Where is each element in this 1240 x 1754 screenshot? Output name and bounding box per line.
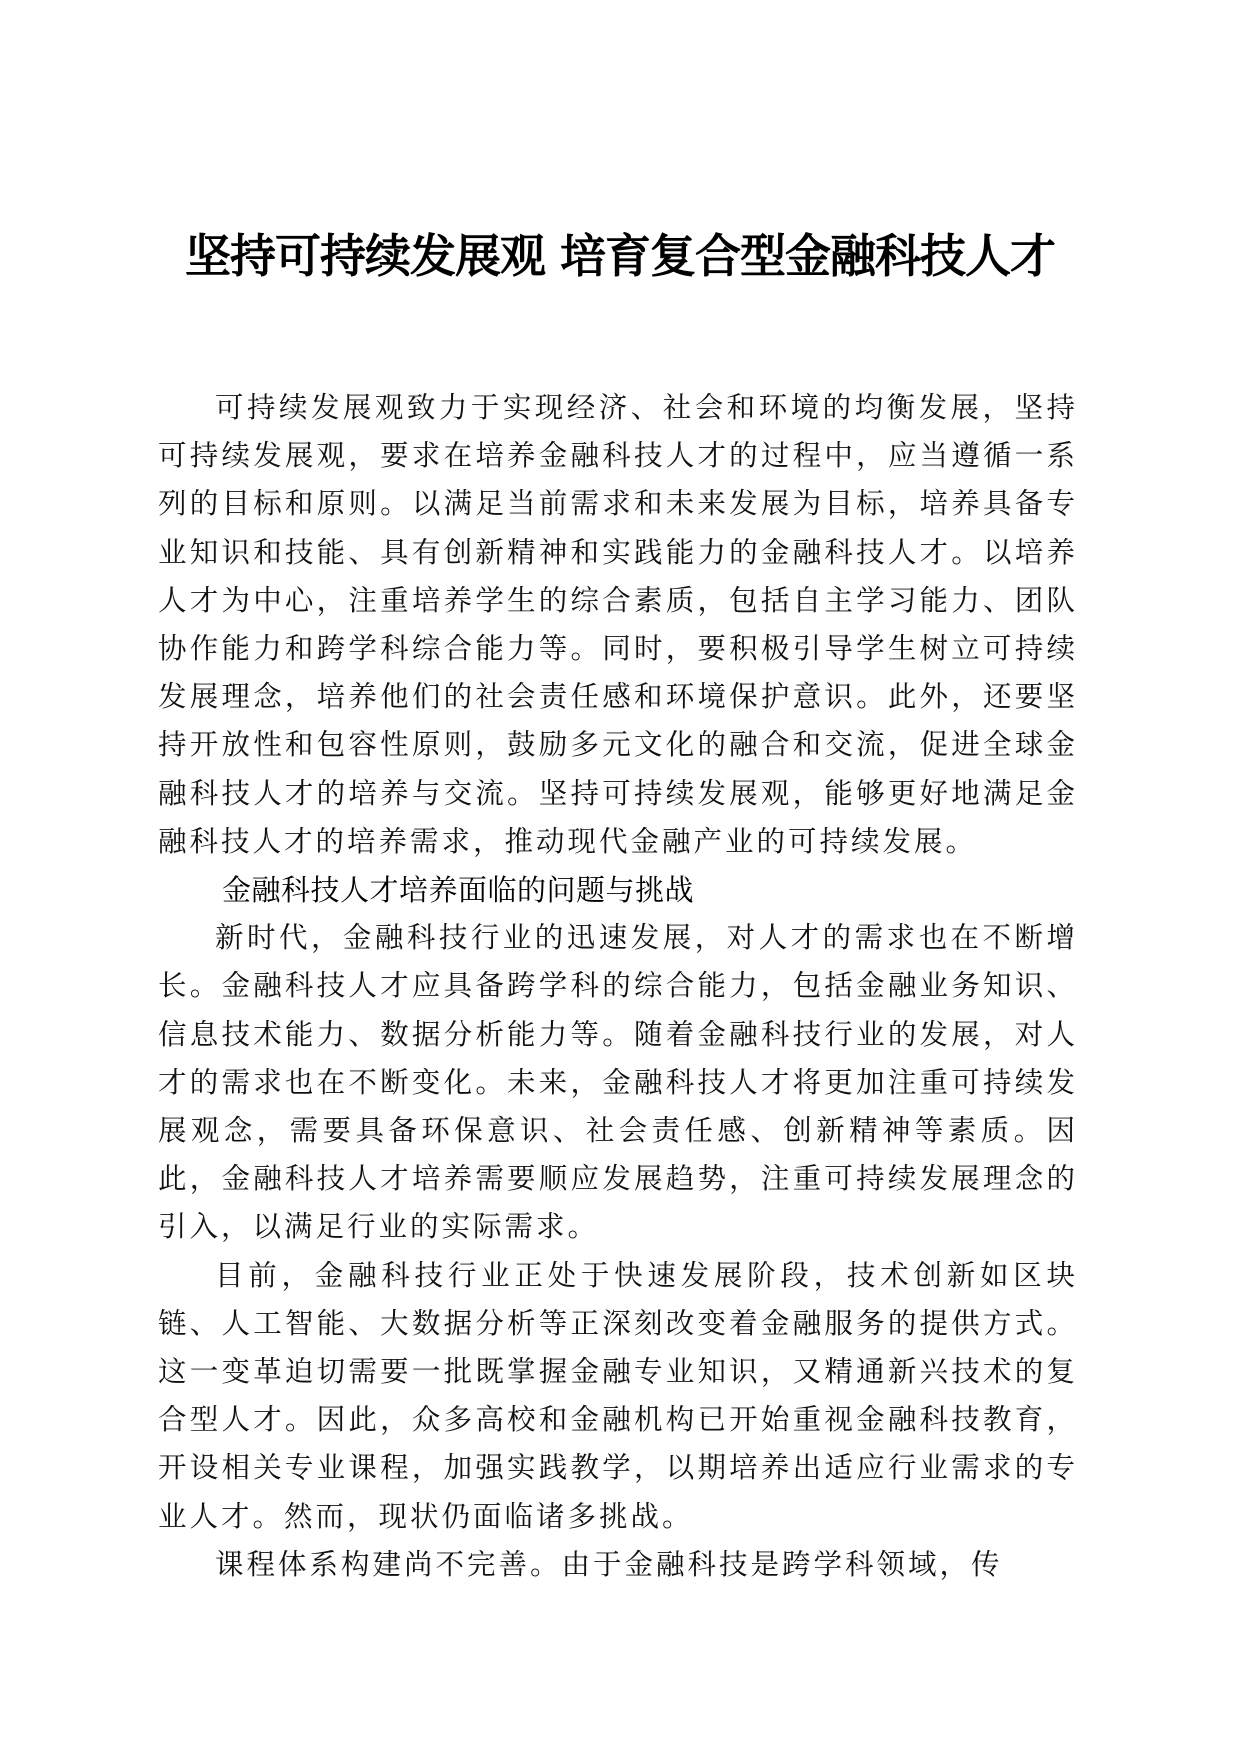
paragraph-status: 目前，金融科技行业正处于快速发展阶段，技术创新如区块链、人工智能、大数据分析等正深刻改变着金融服务的提供方式。这一变革迫切需要一批既掌握金融专业知识，又精通新兴技术的复合型人才。因此，众多高校和金融机构已开始重视金融科技教育，开设相关专业课程，加强实践教学，以期培养出适应行业需求的专业人才。然而，现状仍面临诸多挑战。	[158, 1258, 1078, 1533]
section-heading: 金融科技人才培养面临的问题与挑战	[222, 873, 695, 908]
paragraph-demand: 新时代，金融科技行业的迅速发展，对人才的需求也在不断增长。金融科技人才应具备跨学科的综合能力，包括金融业务知识、信息技术能力、数据分析能力等。随着金融科技行业的发展，对人才的需求也在不断变化。未来，金融科技人才将更加注重可持续发展观念，需要具备环保意识、社会责任感、创新精神等素质。因此，金融科技人才培养需要顺应发展趋势，注重可持续发展理念的引入，以满足行业的实际需求。	[158, 921, 1078, 1244]
document-body	[158, 384, 1078, 1589]
paragraph-intro: 可持续发展观致力于实现经济、社会和环境的均衡发展，坚持可持续发展观，要求在培养金融科技人才的过程中，应当遵循一系列的目标和原则。以满足当前需求和未来发展为目标，培养具备专业知识和技能、具有创新精神和实践能力的金融科技人才。以培养人才为中心，注重培养学生的综合素质，包括自主学习能力、团队协作能力和跨学科综合能力等。同时，要积极引导学生树立可持续发展理念，培养他们的社会责任感和环境保护意识。此外，还要坚持开放性和包容性原则，鼓励多元文化的融合和交流，促进全球金融科技人才的培养与交流。坚持可持续发展观，能够更好地满足金融科技人才的培养需求，推动现代金融产业的可持续发展。	[158, 391, 1078, 858]
paragraph-curriculum: 课程体系构建尚不完善。由于金融科技是跨学科领域，传	[215, 1547, 1003, 1581]
document-title: 坚持可持续发展观 培育复合型金融科技人才	[184, 229, 1055, 283]
